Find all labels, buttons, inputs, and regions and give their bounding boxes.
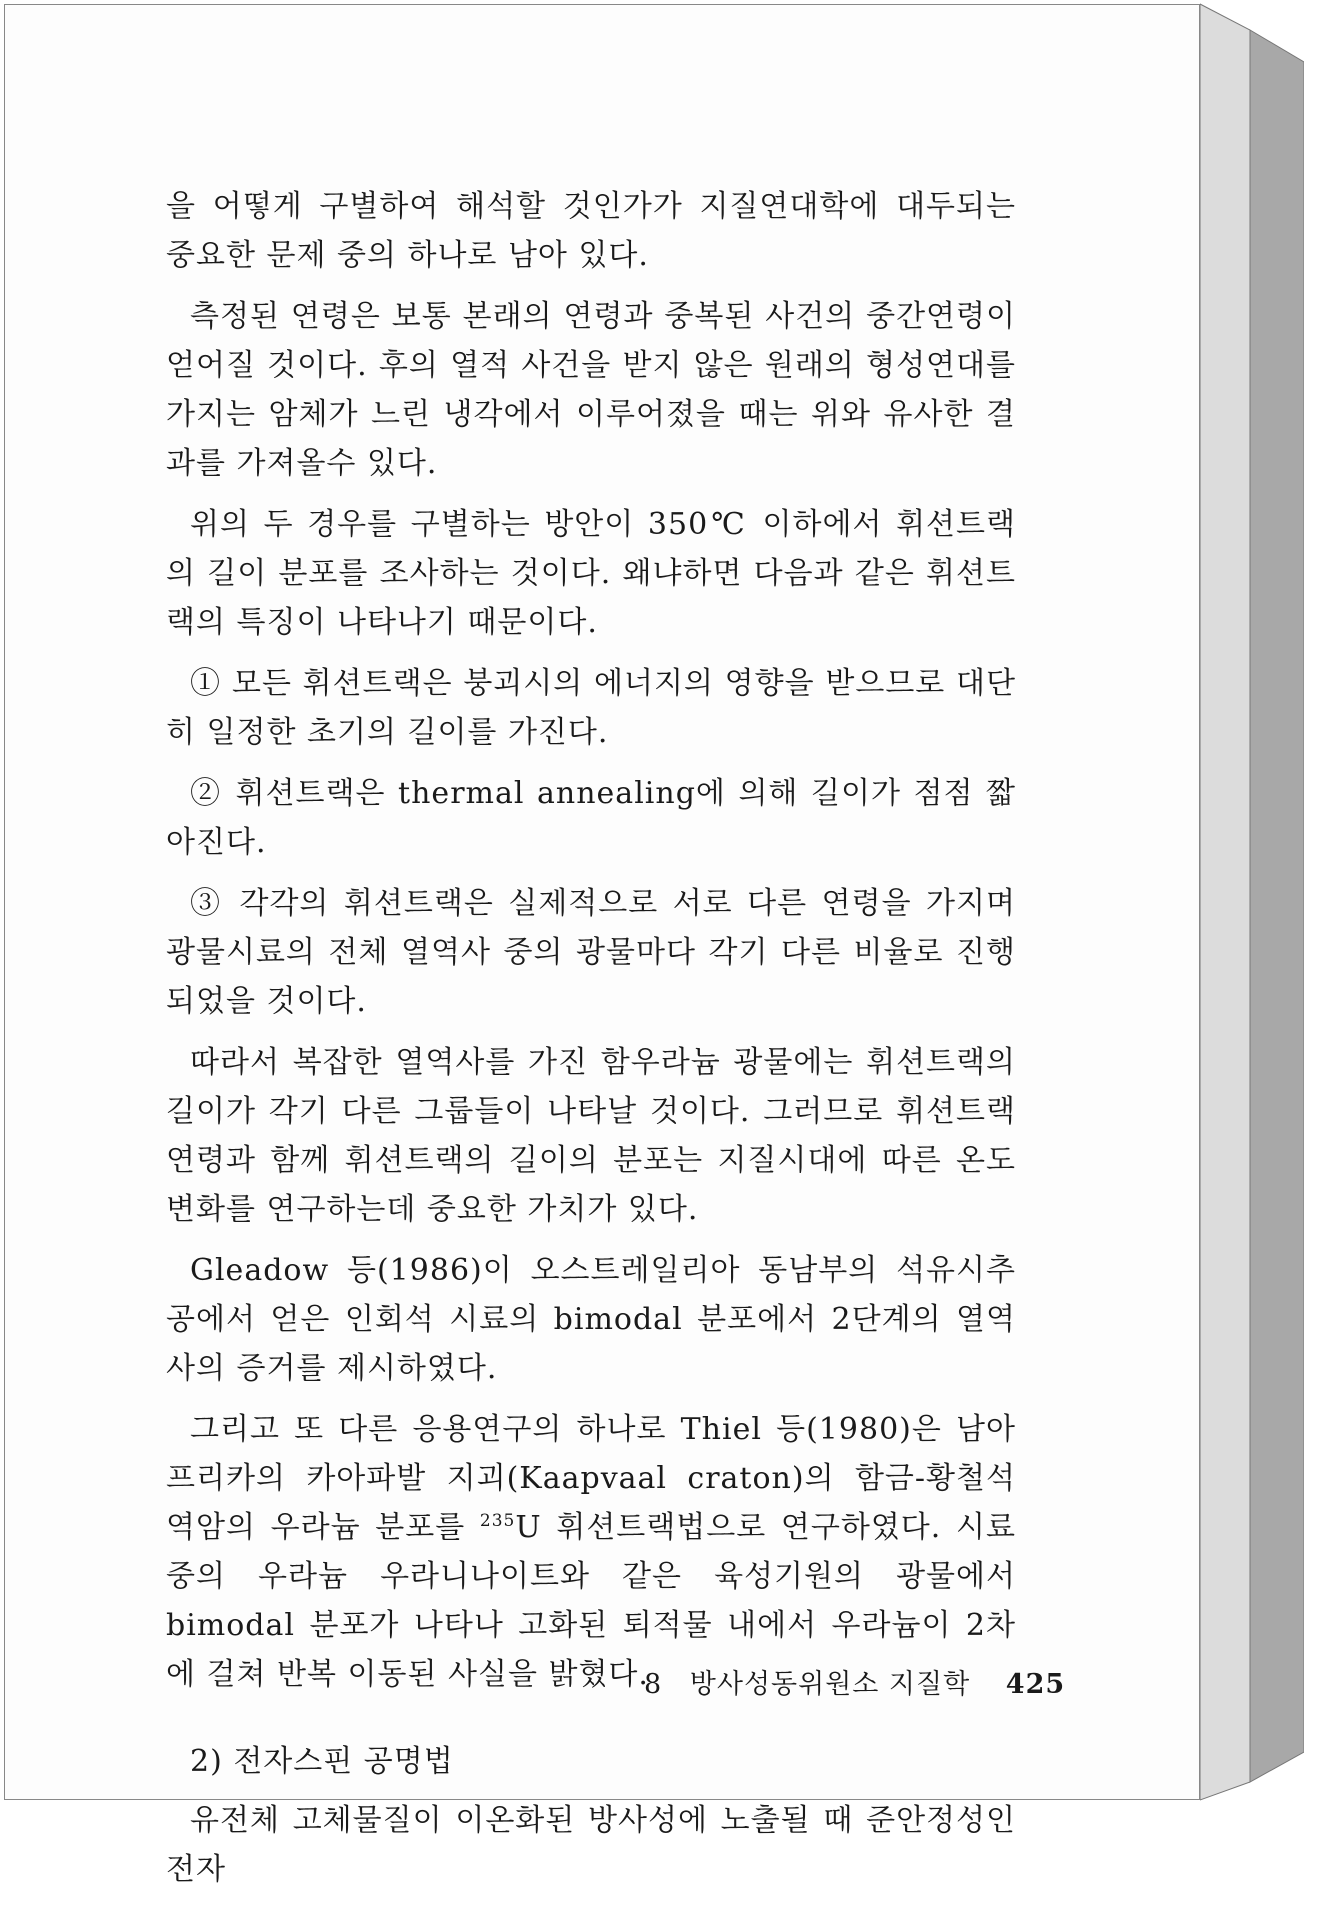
paragraph-6-text-a: 그리고 또 다른 응용연구의 하나로 Thiel 등(1980)은 남아프리카의 카아파발 지괴(Kaapvaal craton)의 함금-황철석 역암의 우라늄 분포를 — [166, 1412, 1016, 1545]
chapter-title: 방사성동위원소 지질학 — [689, 1669, 971, 1700]
isotope-superscript: 235 — [479, 1511, 516, 1531]
paragraph-4: 따라서 복잡한 열역사를 가진 함우라늄 광물에는 휘션트랙의 길이가 각기 다른 그룹들이 나타날 것이다. 그러므로 휘션트랙 연령과 함께 휘션트랙의 길이의 분포는 지질시대에 따른 온도변화를 연구하는데 중요한 가치가 있다. — [166, 1045, 1016, 1227]
page-number: 425 — [1005, 1669, 1066, 1700]
section-heading: 2) 전자스핀 공명법 — [190, 1744, 454, 1779]
paragraph-3: 위의 두 경우를 구별하는 방안이 350℃ 이하에서 휘션트랙의 길이 분포를 조사하는 것이다. 왜냐하면 다음과 같은 휘션트랙의 특징이 나타나기 때문이다. — [166, 507, 1016, 640]
chapter-number: 8 — [644, 1669, 663, 1700]
list-item-2: ② 휘션트랙은 thermal annealing에 의해 길이가 점점 짧아진다. — [166, 776, 1016, 860]
paragraph-7: 유전체 고체물질이 이온화된 방사성에 노출될 때 준안정성인 전자 — [166, 1803, 1016, 1887]
paragraph-1: 을 어떻게 구별하여 해석할 것인가가 지질연대학에 대두되는 중요한 문제 중의 하나로 남아 있다. — [166, 189, 1016, 273]
paragraph-6 — [166, 1405, 1016, 1699]
list-item-1: ① 모든 휘션트랙은 붕괴시의 에너지의 영향을 받으므로 대단히 일정한 초기의 길이를 가진다. — [166, 666, 1016, 750]
list-item-3: ③ 각각의 휘션트랙은 실제적으로 서로 다른 연령을 가지며 광물시료의 전체 열역사 중의 광물마다 각기 다른 비율로 진행되었을 것이다. — [166, 886, 1016, 1019]
page-body — [166, 182, 1016, 1906]
paragraph-2: 측정된 연령은 보통 본래의 연령과 중복된 사건의 중간연령이 얻어질 것이다. 후의 열적 사건을 받지 않은 원래의 형성연대를 가지는 암체가 느린 냉각에서 이루어졌을 때는 위와 유사한 결과를 가져올수 있다. — [166, 299, 1016, 481]
paragraph-5: Gleadow 등(1986)이 오스트레일리아 동남부의 석유시추공에서 얻은 인회석 시료의 bimodal 분포에서 2단계의 열역사의 증거를 제시하였다. — [166, 1253, 1016, 1386]
running-footer — [644, 1662, 1083, 1701]
paragraph-6-text-b: U 휘션트랙법으로 연구하였다. 시료 중의 우라늄 우라니나이트와 같은 육성기원의 광물에서 bimodal 분포가 나타나 고화된 퇴적물 내에서 우라늄이 2차에 걸쳐 반복 이동된 사실을 밝혔다. — [166, 1510, 1016, 1692]
page-edge-shadow — [1200, 0, 1304, 1806]
